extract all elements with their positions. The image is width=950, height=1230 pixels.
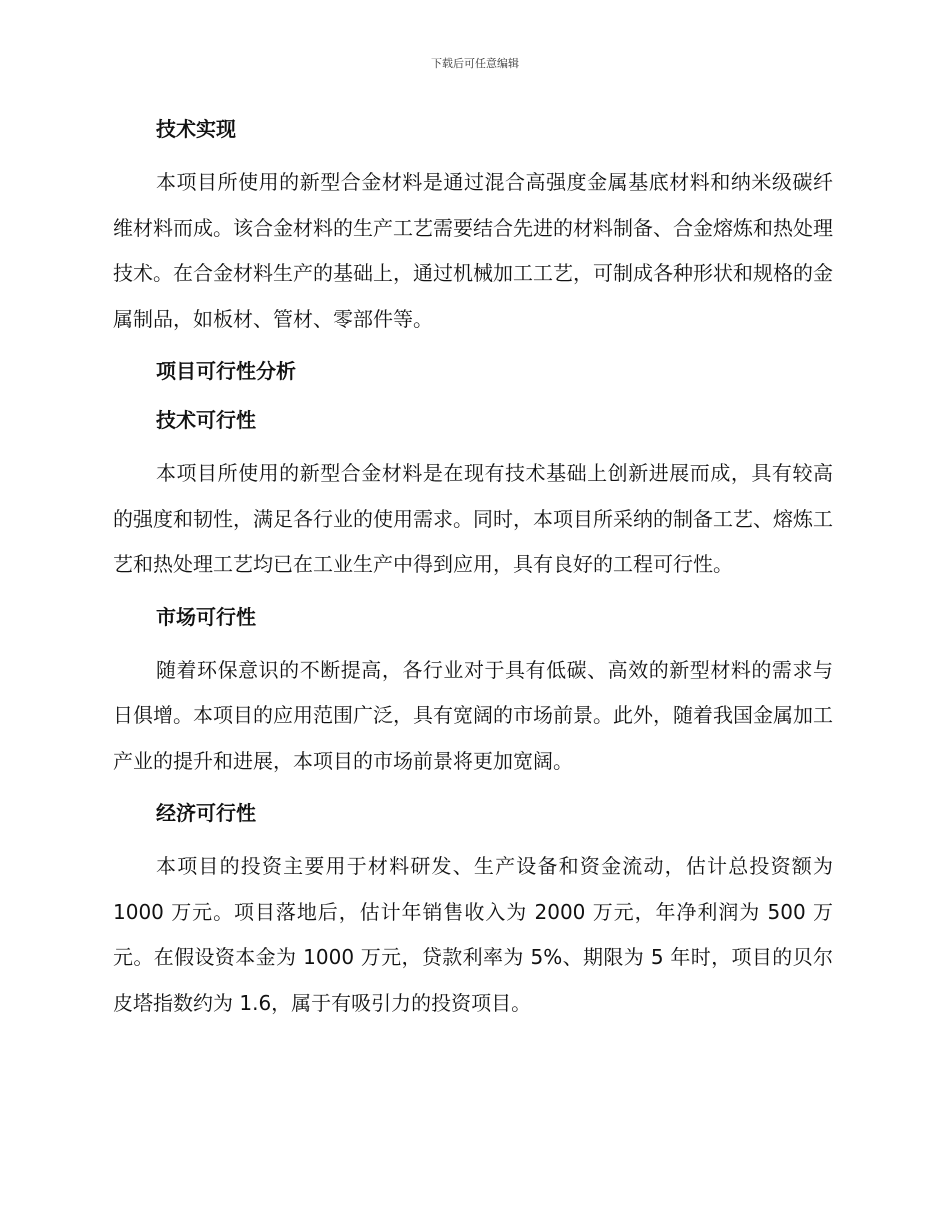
section-heading-tech-implementation: 技术实现 bbox=[156, 117, 236, 141]
paragraph-tech-implementation: 本项目所使用的新型合金材料是通过混合高强度金属基底材料和纳米级碳纤维材料而成。该合金材料的生产工艺需要结合先进的材料制备、合金熔炼和热处理技术。在合金材料生产的基础上，通过机械加工工艺，可制成各种形状和规格的金属制品，如板材、管材、零部件等。 bbox=[113, 170, 833, 331]
paragraph-economic-feasibility: 本项目的投资主要用于材料研发、生产设备和资金流动，估计总投资额为 1000 万元。项目落地后，估计年销售收入为 2000 万元，年净利润为 500 万元。在假设资本金为 1000 万元，贷款利率为 5%、期限为 5 年时，项目的贝尔皮塔指数约为 1.6，属于有吸引力的投资项目。 bbox=[113, 854, 833, 1015]
section-heading-economic-feasibility: 经济可行性 bbox=[156, 801, 256, 825]
paragraph-market-feasibility: 随着环保意识的不断提高，各行业对于具有低碳、高效的新型材料的需求与日俱增。本项目的应用范围广泛，具有宽阔的市场前景。此外，随着我国金属加工产业的提升和进展，本项目的市场前景将更加宽阔。 bbox=[113, 657, 833, 773]
section-heading-tech-feasibility: 技术可行性 bbox=[156, 408, 256, 432]
section-heading-feasibility-analysis: 项目可行性分析 bbox=[156, 359, 296, 383]
header-note: 下载后可任意编辑 bbox=[431, 57, 519, 70]
paragraph-tech-feasibility: 本项目所使用的新型合金材料是在现有技术基础上创新进展而成，具有较高的强度和韧性，满足各行业的使用需求。同时，本项目所采纳的制备工艺、熔炼工艺和热处理工艺均已在工业生产中得到应用，具有良好的工程可行性。 bbox=[113, 461, 833, 576]
document-body bbox=[113, 111, 833, 1037]
section-heading-market-feasibility: 市场可行性 bbox=[156, 604, 256, 629]
